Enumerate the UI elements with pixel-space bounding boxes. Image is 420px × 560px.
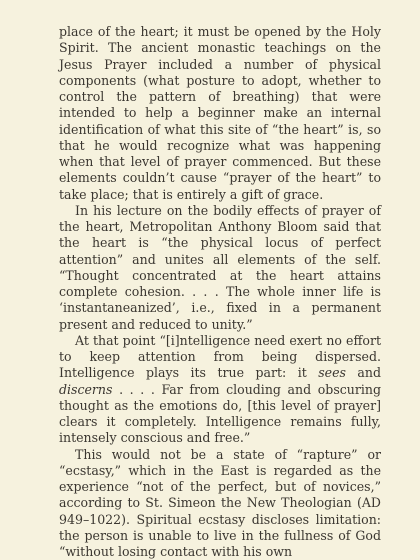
text-run: . . . . Far from clouding and obscuring thought as the emotions do, [this level of prayer] clears it completely. Intelligence remains fully, intensely conscious and free.”: [59, 382, 381, 446]
text-run: At that point “[i]ntelligence need exert no effort to keep attention from being dispersed. Intelligence plays its true part: it: [59, 333, 381, 381]
paragraph-4: [59, 447, 381, 560]
paragraph-1: [59, 24, 381, 203]
text-run: In his lecture on the bodily effects of prayer of the heart, Metropolitan Anthony Bloom said that the heart is “the physical locus of perfect attention” and unites all elements of the self. “Thought concentrated at the heart attains complete cohesion. . . . The whole inner life is ‘instantaneanized’, i.e., fixed in a permanent present and reduced to unity.”: [59, 203, 381, 332]
italic-run: sees: [318, 365, 346, 380]
text-run: This would not be a state of “rapture” or “ecstasy,” which in the East is regarded as the experience “not of the perfect, but of novices,” according to St. Simeon the New Theologian (AD 949–1022). Spiritual ecstasy discloses limitation: the person is unable to live in the fullness of God “without losing contact with his own: [59, 447, 381, 560]
paragraph-2: [59, 203, 381, 333]
italic-run: discerns: [59, 382, 112, 397]
text-run: and: [346, 365, 381, 380]
paragraph-3: [59, 333, 381, 447]
text-run: place of the heart; it must be opened by the Holy Spirit. The ancient monastic teachings on the Jesus Prayer included a number of physical components (what posture to adopt, whether to control the pattern of breathing) that were intended to help a beginner make an internal identification of what this site of “the heart” is, so that he would recognize what was happening when that level of prayer commenced. But these elements couldn’t cause “prayer of the heart” to take place; that is entirely a gift of grace.: [59, 24, 381, 202]
